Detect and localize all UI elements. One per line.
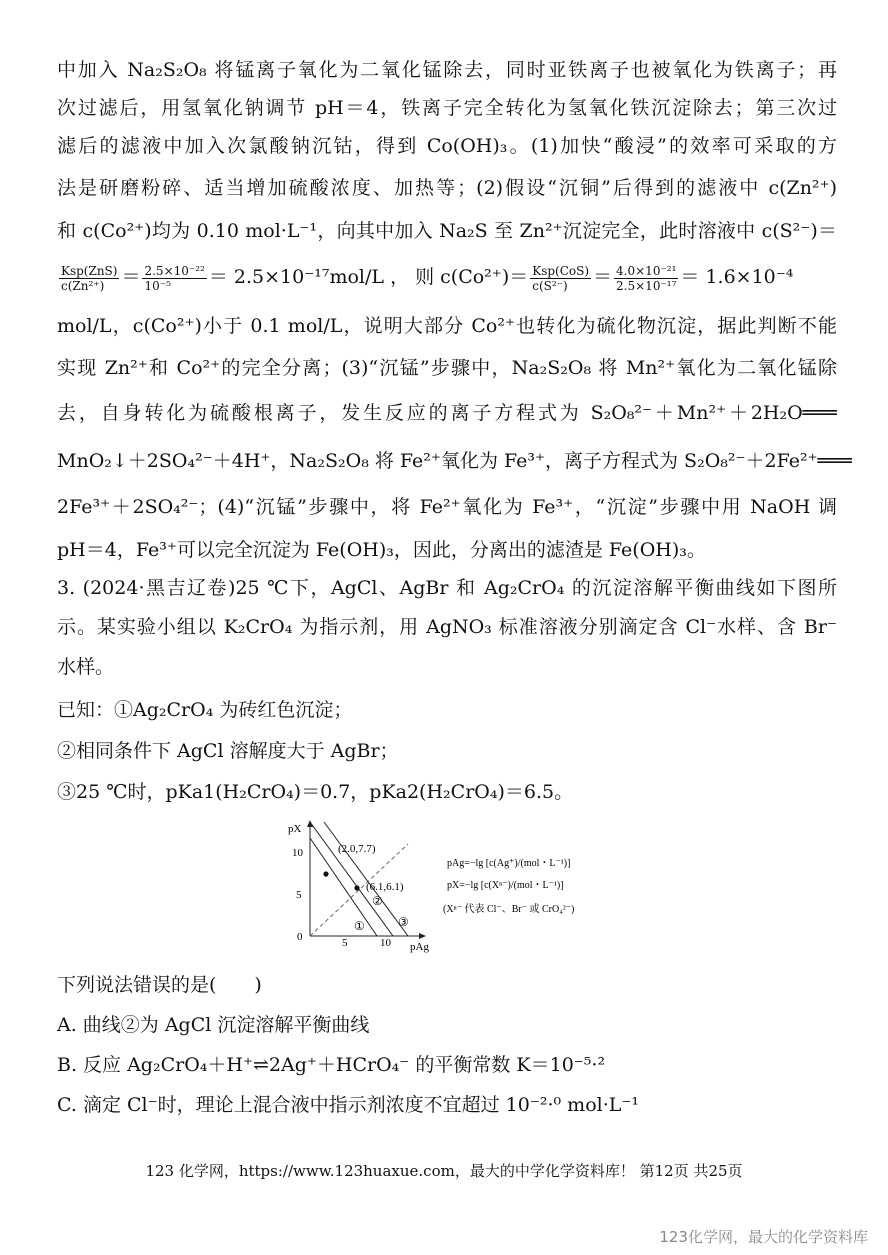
question-stem: 水样。 bbox=[57, 656, 115, 678]
solubility-curve-figure bbox=[280, 818, 620, 958]
fraction-denominator: 2.5×10⁻¹⁷ bbox=[616, 278, 677, 293]
y-tick-label: 0 bbox=[297, 931, 303, 943]
page-footer: 123 化学网，https://www.123huaxue.com，最大的中学化学资料库！ 第12页 共25页 bbox=[145, 1162, 743, 1180]
fraction bbox=[142, 264, 206, 293]
formula-line: $\frac{\text{Ksp(ZnS)}}{\text{c(Zn²⁺)}}$ ＝ $\frac{\text{2.5×10⁻²²}}{\text{10⁻⁵}}$ ＝ 2.5×10⁻¹⁷mol/L ， 则 c(Co²⁺)＝ $\frac{\text{Ksp(CoS)}}{\text{c(S²⁻)}}$ ＝ $\frac{\text{4.0×10⁻²¹}}{\text{2.5×10⁻¹⁷}}$ ＝ 1.6×10⁻⁴ bbox=[61, 263, 794, 293]
text-line: 滤后的滤液中加入次氯酸钠沉钴，得到 Co(OH)₃。(1)加快“酸浸”的效率可采取的方 bbox=[57, 135, 837, 157]
data-point bbox=[354, 885, 359, 890]
given-item: ③25 ℃时，pKa1(H₂CrO₄)＝0.7，pKa2(H₂CrO₄)＝6.5。 bbox=[57, 781, 574, 803]
watermark: 123化学网，最大的化学资料库 bbox=[659, 1228, 868, 1246]
curve-label: ③ bbox=[398, 915, 409, 929]
option-b: B. 反应 Ag₂CrO₄＋H⁺⇌2Ag⁺＋HCrO₄⁻ 的平衡常数 K＝10⁻⁵·² bbox=[57, 1054, 606, 1076]
option-a: A. 曲线②为 AgCl 沉淀溶解平衡曲线 bbox=[57, 1014, 370, 1036]
text-line: 中加入 Na₂S₂O₈ 将锰离子氧化为二氧化锰除去，同时亚铁离子也被氧化为铁离子；再 bbox=[57, 59, 837, 81]
curve-2 bbox=[310, 822, 393, 936]
fraction bbox=[530, 264, 591, 293]
fraction-numerator: 2.5×10⁻²² bbox=[144, 263, 205, 278]
legend-text: pAg=−lg [c(Ag⁺)/(mol・L⁻¹)] bbox=[447, 858, 571, 869]
curve-label: ① bbox=[354, 919, 365, 933]
text-line: 法是研磨粉碎、适当增加硫酸浓度、加热等；(2)假设“沉铜”后得到的滤液中 c(Zn²⁺) bbox=[57, 177, 837, 199]
y-tick-label: 5 bbox=[296, 889, 302, 901]
x-tick-label: 10 bbox=[380, 937, 391, 949]
point-label: (6.1,6.1) bbox=[366, 881, 404, 893]
text-line: 和 c(Co²⁺)均为 0.10 mol·L⁻¹，向其中加入 Na₂S 至 Zn²⁺沉淀完全，此时溶液中 c(S²⁻)＝ bbox=[57, 220, 837, 242]
given-item: ②相同条件下 AgCl 溶解度大于 AgBr； bbox=[57, 740, 399, 762]
fraction-numerator: Ksp(ZnS) bbox=[61, 263, 118, 278]
text-line: 实现 Zn²⁺和 Co²⁺的完全分离；(3)“沉锰”步骤中，Na₂S₂O₈ 将 Mn²⁺氧化为二氧化锰除 bbox=[57, 357, 837, 379]
fraction-numerator: Ksp(CoS) bbox=[532, 263, 590, 278]
text-line: 2Fe³⁺＋2SO₄²⁻；(4)“沉锰”步骤中，将 Fe²⁺氧化为 Fe³⁺，“沉淀”步骤中用 NaOH 调 bbox=[57, 496, 837, 518]
formula-text: ＝ 2.5×10⁻¹⁷mol/L ， 则 c(Co²⁺)＝ bbox=[208, 266, 529, 288]
question-prompt: 下列说法错误的是( ) bbox=[57, 974, 262, 996]
legend-text: pX=−lg [c(Xⁿ⁻)/(mol・L⁻¹)] bbox=[447, 880, 564, 891]
y-axis-label: pX bbox=[288, 823, 302, 835]
text-line: 次过滤后，用氢氧化钠调节 pH＝4，铁离子完全转化为氢氧化铁沉淀除去；第三次过 bbox=[57, 97, 837, 119]
fraction-numerator: 4.0×10⁻²¹ bbox=[616, 263, 677, 278]
fraction bbox=[59, 264, 119, 293]
text-line: pH＝4，Fe³⁺可以完全沉淀为 Fe(OH)₃，因此，分离出的滤渣是 Fe(OH)₃。 bbox=[57, 539, 706, 561]
point-label: (2.0,7.7) bbox=[338, 843, 376, 855]
legend-text: (Xⁿ⁻ 代表 Cl⁻、Br⁻ 或 CrO₄²⁻) bbox=[443, 904, 575, 915]
formula-text: ＝ 1.6×10⁻⁴ bbox=[680, 266, 794, 288]
fraction bbox=[614, 264, 678, 293]
option-c: C. 滴定 Cl⁻时，理论上混合液中指示剂浓度不宜超过 10⁻²·⁰ mol·L⁻¹ bbox=[57, 1094, 640, 1116]
data-point bbox=[323, 871, 328, 876]
curve-3 bbox=[324, 822, 408, 936]
given-item: 已知：①Ag₂CrO₄ 为砖红色沉淀； bbox=[57, 699, 353, 721]
fraction-denominator: c(Zn²⁺) bbox=[61, 278, 105, 293]
curve-label: ② bbox=[372, 894, 383, 908]
text-line: MnO₂↓＋2SO₄²⁻＋4H⁺，Na₂S₂O₈ 将 Fe²⁺氧化为 Fe³⁺，离子方程式为 S₂O₈²⁻＋2Fe²⁺═══ bbox=[57, 450, 852, 472]
question-stem: 3. (2024·黑吉辽卷)25 ℃下，AgCl、AgBr 和 Ag₂CrO₄ 的沉淀溶解平衡曲线如下图所 bbox=[57, 577, 837, 599]
text-line: 去，自身转化为硫酸根离子，发生反应的离子方程式为 S₂O₈²⁻＋Mn²⁺＋2H₂O═══ bbox=[57, 402, 837, 424]
x-axis-label: pAg bbox=[410, 941, 429, 953]
y-tick-label: 10 bbox=[292, 847, 303, 859]
text-line: mol/L，c(Co²⁺)小于 0.1 mol/L，说明大部分 Co²⁺也转化为硫化物沉淀，据此判断不能 bbox=[57, 315, 837, 337]
fraction-denominator: 10⁻⁵ bbox=[144, 278, 171, 293]
question-stem: 示。某实验小组以 K₂CrO₄ 为指示剂，用 AgNO₃ 标准溶液分别滴定含 Cl⁻水样、含 Br⁻ bbox=[57, 616, 837, 638]
fraction-denominator: c(S²⁻) bbox=[532, 278, 568, 293]
x-tick-label: 5 bbox=[342, 937, 348, 949]
